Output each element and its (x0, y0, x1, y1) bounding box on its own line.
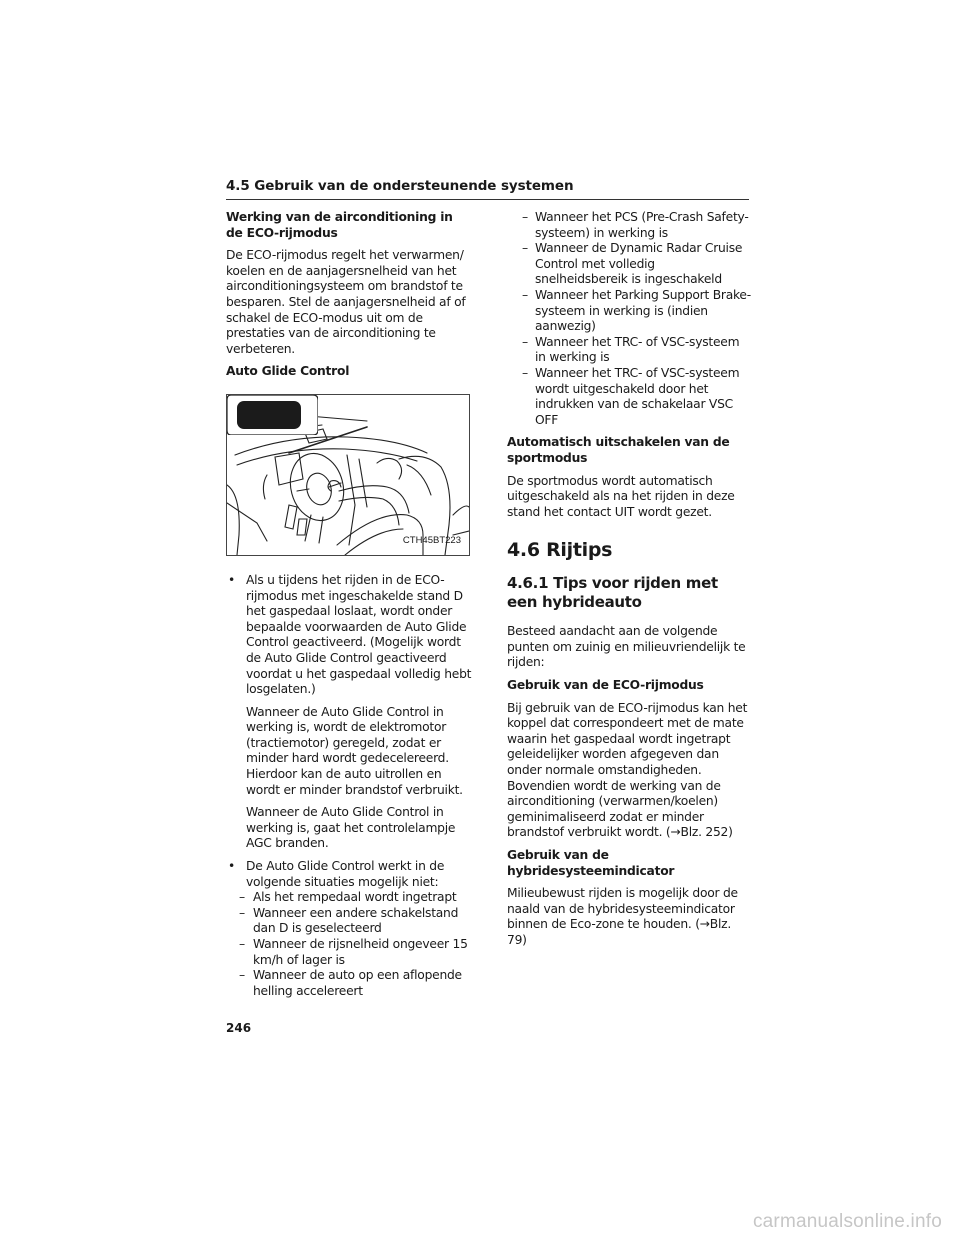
bullet-item (226, 859, 472, 890)
section-title: 4.6 Rijtips (507, 539, 613, 562)
agc-illustration (226, 394, 470, 556)
dash-mark: – (239, 905, 245, 920)
dash-item (507, 335, 751, 366)
paragraph-eco-mode-use: Bij gebruik van de ECO-rijmodus kan het koppel dat correspondeert met de mate waarin het gaspedaal wordt ingetrapt geleidelijker worden afgegeven dan onder normale omstandigheden. Bovendien wordt de werking van de airconditioning (verwarmen/koelen) geminimaliseerd zodat er minder brandstof verbruikt wordt. (→Blz. 252) (507, 700, 748, 840)
header-rule (226, 199, 749, 200)
footer-watermark: carmanualsonline.info (752, 1211, 942, 1232)
subsection-title: 4.6.1 Tips voor rijden met een hybrideauto (507, 574, 718, 612)
dash-text: Wanneer het Parking Support Brake-systeem in werking is (indien aanwezig) (535, 287, 751, 334)
paragraph-agc-operation: Wanneer de Auto Glide Control in werking is, wordt de elektromotor (tractiemotor) geregeld, zodat er minder hard wordt gedecelereerd. Hierdoor kan de auto uitrollen en wordt er minder brandstof verbruikt. (246, 704, 463, 797)
heading-eco-airco: Werking van de airconditioning in de ECO-rijmodus (226, 210, 453, 240)
dash-text: Wanneer de auto op een aflopende helling accelereert (253, 968, 462, 998)
dash-text: Wanneer het TRC- of VSC-systeem in werking is (535, 334, 740, 365)
bullet-text: De Auto Glide Control werkt in de volgende situaties mogelijk niet: (246, 859, 445, 889)
dash-item (226, 968, 472, 999)
heading-auto-glide-control: Auto Glide Control (226, 364, 350, 379)
bullet-mark: • (228, 572, 236, 587)
left-column (226, 210, 472, 999)
dash-item (226, 890, 472, 906)
dash-text: Wanneer het PCS (Pre-Crash Safety-systeem) in werking is (535, 210, 749, 240)
section-header: 4.5 Gebruik van de ondersteunende systemen (226, 178, 574, 194)
dash-mark: – (522, 287, 528, 302)
heading-hybrid-indicator: Gebruik van de hybridesysteemindicator (507, 848, 675, 878)
bullet-item (226, 573, 472, 698)
paragraph-agc-indicator: Wanneer de Auto Glide Control in werking is, gaat het controlelampje AGC branden. (246, 805, 456, 851)
dash-mark: – (522, 334, 528, 349)
agc-badge-label: AGC (393, 411, 433, 431)
dash-item (507, 288, 751, 335)
agc-indicator-icon (227, 395, 318, 435)
right-column (507, 210, 751, 956)
paragraph-eco-airco: De ECO-rijmodus regelt het verwarmen/ koelen en de aanjagersnelheid van het airconditioningsysteem om brandstof te besparen. Stel de aanjagersnelheid af of schakel de ECO-modus uit om de prestaties van de airconditioning te verbeteren. (226, 248, 466, 356)
dash-text: Wanneer het TRC- of VSC-systeem wordt uitgeschakeld door het indrukken van de schakelaar VSC OFF (535, 365, 740, 427)
dash-text: Als het rempedaal wordt ingetrapt (253, 890, 457, 905)
paragraph-sport-mode: De sportmodus wordt automatisch uitgeschakeld als na het rijden in deze stand het contact UIT wordt gezet. (507, 473, 735, 519)
dash-text: Wanneer de rijsnelheid ongeveer 15 km/h of lager is (253, 937, 468, 967)
paragraph-hybrid-indicator: Milieubewust rijden is mogelijk door de naald van de hybridesysteemindicator binnen de Eco-zone te houden. (→Blz. 79) (507, 886, 738, 947)
heading-eco-mode-use: Gebruik van de ECO-rijmodus (507, 678, 704, 693)
dash-item (507, 366, 751, 428)
dash-mark: – (522, 365, 528, 380)
dash-text: Wanneer de Dynamic Radar Cruise Control met volledig snelheidsbereik is ingeschakeld (535, 241, 743, 287)
dash-mark: – (522, 210, 528, 224)
dash-mark: – (239, 890, 245, 905)
dash-item (226, 906, 472, 937)
dash-mark: – (522, 241, 528, 256)
dash-text: Wanneer een andere schakelstand dan D is geselecteerd (253, 905, 459, 936)
dash-mark: – (239, 937, 245, 951)
page-number: 246 (226, 1021, 252, 1035)
heading-sport-mode: Automatisch uitschakelen van de sportmodus (507, 435, 730, 465)
dash-mark: – (239, 968, 245, 983)
dash-item (226, 937, 472, 968)
bullet-text: Als u tijdens het rijden in de ECO-rijmodus met ingeschakelde stand D het gaspedaal loslaat, wordt onder bepaalde voorwaarden de Auto Glide Control geactiveerd. (Mogelijk wordt de Auto Glide Control geactiveerd voordat u het gaspedaal volledig hebt losgelaten.) (246, 572, 472, 697)
dash-item (507, 210, 751, 241)
dash-item (507, 241, 751, 288)
paragraph-intro: Besteed aandacht aan de volgende punten om zuinig en milieuvriendelijk te rijden: (507, 624, 746, 670)
figure-code: CTH45BT223 (402, 535, 461, 547)
bullet-mark: • (228, 859, 236, 874)
